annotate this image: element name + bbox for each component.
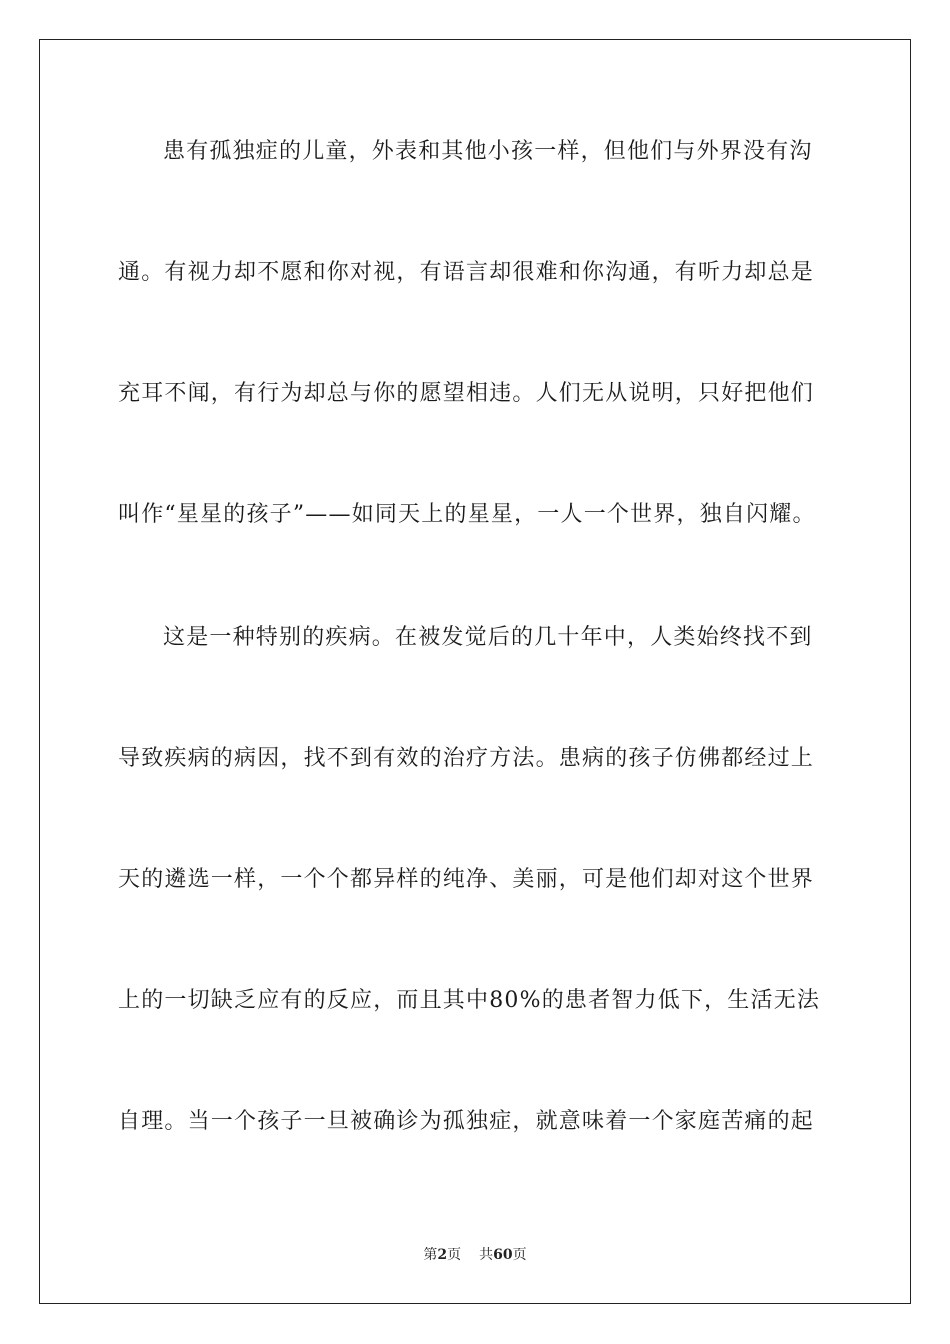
page-footer xyxy=(0,1246,950,1264)
paragraph-2-line-1: 这是一种特别的疾病。在被发觉后的几十年中，人类始终找不到 xyxy=(163,625,813,650)
total-pages: 60 xyxy=(493,1247,513,1263)
page-suffix: 页 xyxy=(447,1247,462,1263)
total-prefix: 共 xyxy=(479,1247,494,1263)
paragraph-2-line-2: 导致疾病的病因，找不到有效的治疗方法。患病的孩子仿佛都经过上 xyxy=(118,746,815,771)
paragraph-1-line-3: 充耳不闻，有行为却总与你的愿望相违。人们无从说明，只好把他们 xyxy=(118,381,815,406)
paragraph-1-line-1: 患有孤独症的儿童，外表和其他小孩一样，但他们与外界没有沟 xyxy=(163,139,813,164)
page-number: 2 xyxy=(437,1247,448,1263)
page-prefix: 第 xyxy=(423,1247,438,1263)
total-suffix: 页 xyxy=(512,1247,527,1263)
paragraph-2-line-4: 上的一切缺乏应有的反应，而且其中80%的患者智力低下，生活无法 xyxy=(118,988,821,1013)
paragraph-1-line-2: 通。有视力却不愿和你对视，有语言却很难和你沟通，有听力却总是 xyxy=(118,260,815,285)
paragraph-2-line-3: 天的遴选一样，一个个都异样的纯净、美丽，可是他们却对这个世界 xyxy=(118,867,815,892)
paragraph-2-line-5: 自理。当一个孩子一旦被确诊为孤独症，就意味着一个家庭苦痛的起 xyxy=(118,1109,815,1134)
paragraph-1-line-4: 叫作“星星的孩子”——如同天上的星星，一人一个世界，独自闪耀。 xyxy=(118,502,816,527)
